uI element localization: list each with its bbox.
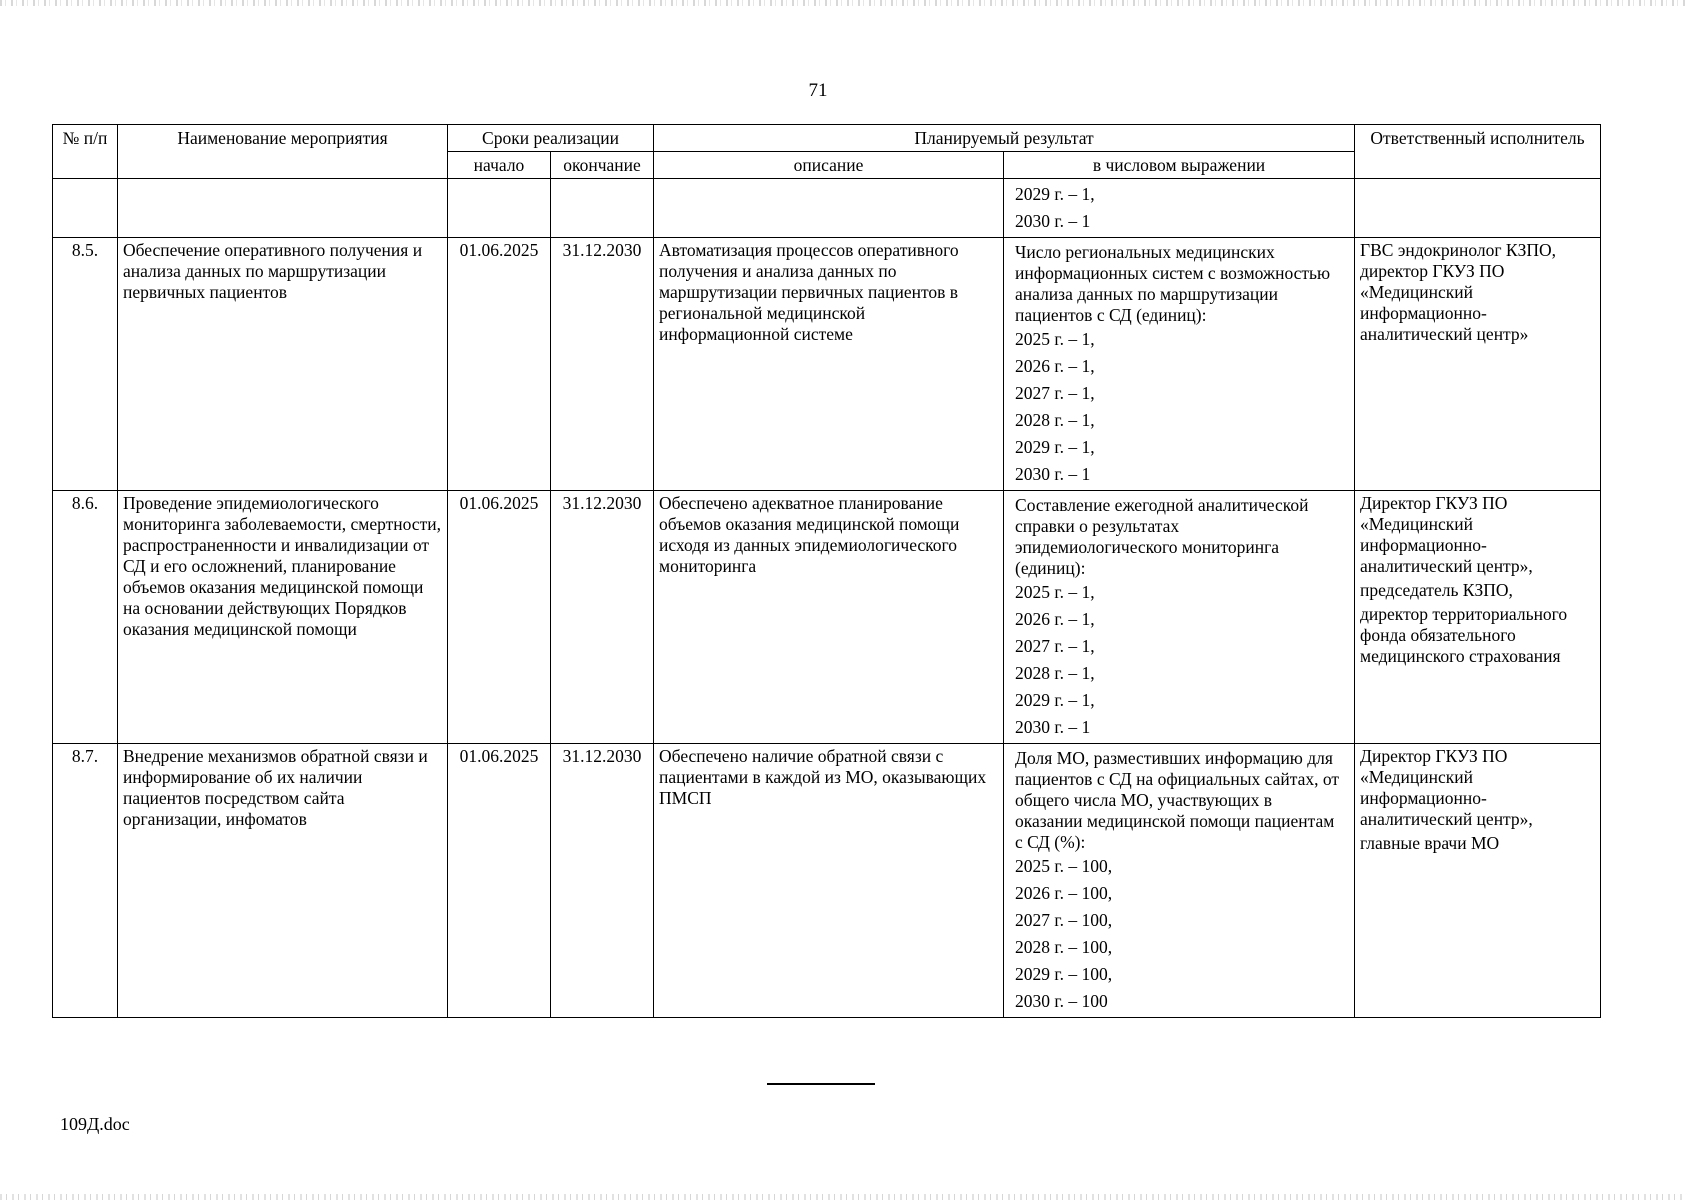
continuation-description bbox=[654, 179, 1004, 238]
header-period: Сроки реализации bbox=[448, 125, 654, 152]
row-numeric bbox=[1004, 491, 1355, 744]
value-item: 2025 г. – 1, bbox=[1015, 329, 1095, 349]
value-item: 2029 г. – 100, bbox=[1015, 964, 1113, 984]
header-description: описание bbox=[654, 152, 1004, 179]
scan-edge-top bbox=[0, 0, 1686, 6]
value-item: 2029 г. – 1, bbox=[1015, 437, 1095, 457]
value-item: 2028 г. – 1, bbox=[1015, 663, 1095, 683]
value-item: 2030 г. – 1 bbox=[1015, 211, 1091, 231]
continuation-num bbox=[53, 179, 118, 238]
value-item: 2029 г. – 1, bbox=[1015, 184, 1095, 204]
responsible-item: Директор ГКУЗ ПО «Медицинский информационно-аналитический центр», bbox=[1360, 493, 1533, 576]
row-description: Обеспечено адекватное планирование объемов оказания медицинской помощи исходя из данных эпидемиологического мониторинга bbox=[654, 491, 1004, 744]
continuation-name bbox=[118, 179, 448, 238]
table-row bbox=[53, 491, 1601, 744]
row-description: Обеспечено наличие обратной связи с пациентами в каждой из МО, оказывающих ПМСП bbox=[654, 744, 1004, 1018]
row-numeric bbox=[1004, 744, 1355, 1018]
continuation-responsible bbox=[1355, 179, 1601, 238]
header-result: Планируемый результат bbox=[654, 125, 1355, 152]
table-row bbox=[53, 744, 1601, 1018]
value-item: 2025 г. – 100, bbox=[1015, 856, 1113, 876]
row-num: 8.5. bbox=[53, 238, 118, 491]
row-numeric bbox=[1004, 238, 1355, 491]
row-indicator: Число региональных медицинских информационных систем с возможностью анализа данных по маршрутизации пациентов с СД (единиц): bbox=[1015, 242, 1331, 325]
row-responsible bbox=[1355, 491, 1601, 744]
responsible-item: директор территориального фонда обязательного медицинского страхования bbox=[1360, 604, 1568, 666]
activities-table bbox=[52, 124, 1601, 1018]
value-item: 2026 г. – 1, bbox=[1015, 356, 1095, 376]
value-item: 2028 г. – 100, bbox=[1015, 937, 1113, 957]
row-name: Проведение эпидемиологического мониторинга заболеваемости, смертности, распространенности и инвалидизации от СД и его осложнений, планирование объемов оказания медицинской помощи на основании действующих Порядков оказания медицинской помощи bbox=[118, 491, 448, 744]
header-num: № п/п bbox=[53, 125, 118, 179]
continuation-row bbox=[53, 179, 1601, 238]
header-row-1 bbox=[53, 125, 1601, 152]
row-description: Автоматизация процессов оперативного получения и анализа данных по маршрутизации первичных пациентов в региональной медицинской информационной системе bbox=[654, 238, 1004, 491]
continuation-start bbox=[448, 179, 551, 238]
header-end: окончание bbox=[551, 152, 654, 179]
header-start: начало bbox=[448, 152, 551, 179]
row-start-date: 01.06.2025 bbox=[448, 744, 551, 1018]
header-numeric: в числовом выражении bbox=[1004, 152, 1355, 179]
responsible-item: главные врачи МО bbox=[1360, 833, 1500, 853]
row-indicator: Доля МО, разместивших информацию для пациентов с СД на официальных сайтах, от общего числа МО, участвующих в оказании медицинской помощи пациентам с СД (%): bbox=[1015, 748, 1340, 852]
value-item: 2028 г. – 1, bbox=[1015, 410, 1095, 430]
row-end-date: 31.12.2030 bbox=[551, 744, 654, 1018]
page-number: 71 bbox=[808, 80, 828, 101]
responsible-item: ГВС эндокринолог КЗПО, директор ГКУЗ ПО «Медицинский информационно-аналитический центр» bbox=[1360, 240, 1557, 344]
value-item: 2027 г. – 100, bbox=[1015, 910, 1113, 930]
value-item: 2025 г. – 1, bbox=[1015, 582, 1095, 602]
value-item: 2029 г. – 1, bbox=[1015, 690, 1095, 710]
value-item: 2027 г. – 1, bbox=[1015, 636, 1095, 656]
value-item: 2027 г. – 1, bbox=[1015, 383, 1095, 403]
file-name: 109Д.doc bbox=[60, 1114, 130, 1134]
header-name: Наименование мероприятия bbox=[118, 125, 448, 179]
header-responsible: Ответственный исполнитель bbox=[1355, 125, 1601, 179]
row-start-date: 01.06.2025 bbox=[448, 491, 551, 744]
value-item: 2026 г. – 1, bbox=[1015, 609, 1095, 629]
footer-rule bbox=[767, 1083, 875, 1085]
continuation-end bbox=[551, 179, 654, 238]
value-item: 2030 г. – 1 bbox=[1015, 464, 1091, 484]
value-item: 2030 г. – 100 bbox=[1015, 991, 1108, 1011]
row-name: Обеспечение оперативного получения и анализа данных по маршрутизации первичных пациентов bbox=[118, 238, 448, 491]
row-start-date: 01.06.2025 bbox=[448, 238, 551, 491]
row-end-date: 31.12.2030 bbox=[551, 238, 654, 491]
row-num: 8.7. bbox=[53, 744, 118, 1018]
row-indicator: Составление ежегодной аналитической справки о результатах эпидемиологического мониторинга (единиц): bbox=[1015, 495, 1309, 578]
row-responsible bbox=[1355, 744, 1601, 1018]
row-responsible bbox=[1355, 238, 1601, 491]
continuation-values bbox=[1004, 179, 1355, 238]
scan-edge-bottom bbox=[0, 1194, 1686, 1200]
value-item: 2030 г. – 1 bbox=[1015, 717, 1091, 737]
responsible-item: Директор ГКУЗ ПО «Медицинский информационно-аналитический центр», bbox=[1360, 746, 1533, 829]
row-num: 8.6. bbox=[53, 491, 118, 744]
responsible-item: председатель КЗПО, bbox=[1360, 580, 1513, 600]
table-row bbox=[53, 238, 1601, 491]
row-name: Внедрение механизмов обратной связи и информирование об их наличии пациентов посредством сайта организации, инфоматов bbox=[118, 744, 448, 1018]
value-item: 2026 г. – 100, bbox=[1015, 883, 1113, 903]
row-end-date: 31.12.2030 bbox=[551, 491, 654, 744]
